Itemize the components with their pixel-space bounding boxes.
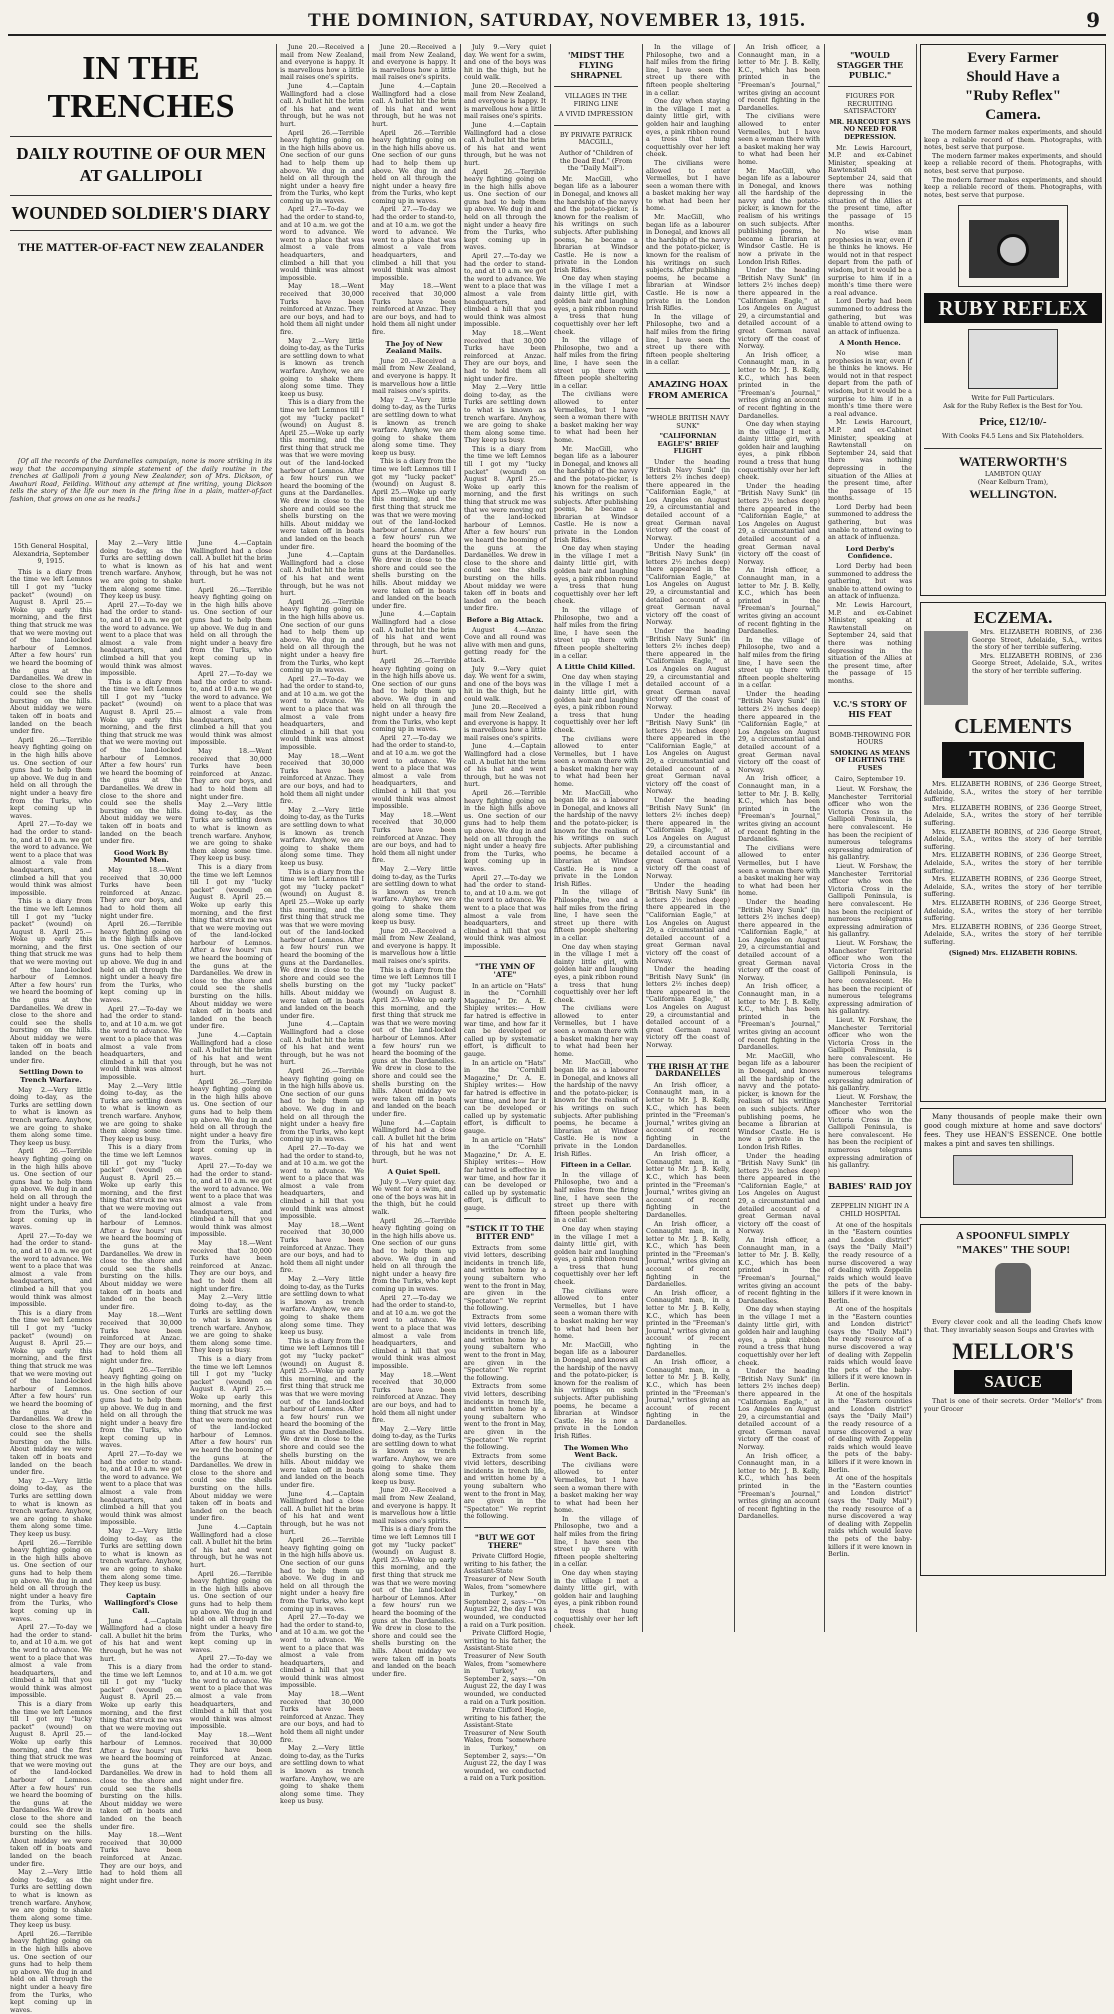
- article-paragraph: Mr. Lewis Harcourt, M.P. and ex-Cabinet Minister, speaking at Rawtenstall on September 24, said that there was nothing depressing in the situation of the Allies at the present time, after the passage of 15 months.: [828, 601, 912, 685]
- article-paragraph: One day when staying in the village I met a dainty little girl, with golden hair and laughing eyes, a pink ribbon round a tress that hung coquettishly over her left cheek.: [554, 1224, 638, 1287]
- ad-text: SAUCE: [954, 1370, 1072, 1394]
- article-paragraph: Lieut. W. Forshaw, the Manchester Territorial officer who won the Victoria Cross in the Gallipoli Peninsula, is here convalescent. He has been the recipient of numerous telegrams expressing admiration of his gallantry.: [828, 1092, 912, 1170]
- article-paragraph: One day when staying in the village I met a dainty little girl, with golden hair and laughing eyes, a pink ribbon round a tress that hung coquettishly over her left cheek.: [554, 544, 638, 606]
- vc-dateline: Cairo, September 19.: [834, 774, 906, 783]
- article-paragraph: April 27.—To-day we had the order to stand-to, and at 10 a.m. we got the word to advance. We went to a place that was almost a vale from headquarters, and climbed a hill that you would think was almost impossible.: [100, 1450, 182, 1527]
- article-paragraph: Lieut. W. Forshaw, the Manchester Territorial officer who won the Victoria Cross in the Gallipoli Peninsula, is here convalescent. He has been the recipient of numerous telegrams expressing admiration of his gallantry.: [828, 1015, 912, 1093]
- article-paragraph: In an article on "Hats" in the "Cornhill Magazine," Dr. A. E. Shipley writes:— How far hatred is effective in war time, and how far it can be developed or called up by systematic effort, is difficult to gauge.: [464, 1058, 546, 1135]
- article-paragraph: April 27.—To-day we had the order to stand-to, and at 10 a.m. we got the word to advance. We went to a place that was almost a vale from headquarters, and climbed a hill that you would think was almost impossible.: [10, 1231, 92, 1309]
- article-paragraph: Mrs. ELIZABETH ROBINS, of 236 George Street, Adelaide, S.A., writes the story of her terrible suffering.: [924, 780, 1102, 804]
- article-paragraph: In the village of Philosophe, two and a half miles from the firing line, I have seen the street up there with fifteen people sheltering in a cellar.: [554, 606, 638, 660]
- article-paragraph: In the village of Philosophe, two and a half miles from the firing line, I have seen the street up there with fifteen people sheltering in a cellar.: [554, 1170, 638, 1225]
- article-paragraph: This is a diary from the time we left Lemnos till I got my "lucky packet" (wound) on August 8. April 25.—Woke up early this morning, and the first thing that struck me was that we were moving out of the land-locked harbour of Lemnos. After a few hours' run we heard the booming of the guns at the Dardanelles. We drew in close to the shore and could see the shells bursting on the hills. About midday we were taken off in boats and landed on the beach under fire.: [280, 1336, 364, 1490]
- article-paragraph: The civilians were allowed to enter Vermelles, but I have seen a woman there with a basket making her way to what had been her home.: [554, 390, 638, 444]
- ad-text: Ask for the Ruby Reflex is the Best for You.: [943, 401, 1083, 410]
- newspaper-title: THE DOMINION, SATURDAY, NOVEMBER 13, 1915.: [308, 10, 806, 31]
- article-paragraph: April 27.—To-day we had the order to stand-to, and at 10 a.m. we got the word to advance. We went to a place that was almost a vale from headquarters, and climbed a hill that you would think was almost impossible.: [280, 205, 364, 282]
- ruby-reflex-ad: [920, 44, 1106, 596]
- trenches-subhead-6: Before a Big Attack.: [466, 615, 544, 624]
- article-paragraph: May 2.—Very little doing to-day, as the Turks are settling down to what is known as trench warfare. Anyhow, we are going to shake them along some time. They keep us busy.: [10, 1476, 92, 1538]
- article-paragraph: An Irish officer, a Connaught man, in a letter to Mr. J. B. Kelly, K.C., which has been printed in the "Freeman's Journal," writes giving an account of recent fighting in the Dardanelles.: [738, 982, 820, 1052]
- article-paragraph: Extracts from some vivid letters, describing incidents in trench life, and written home by a young subaltern who went to the front in May, are given in the "Spectator." We reprint the following.: [464, 1313, 546, 1382]
- article-paragraph: April 27.—To-day we had the order to stand-to, and at 10 a.m. we got the word to advance. We went to a place that was almost a vale from headquarters, and climbed a hill that you would think was almost impossible.: [372, 205, 456, 282]
- raid-deck: ZEPPELIN NIGHT IN A CHILD HOSPITAL: [831, 1202, 909, 1218]
- mcgill-credit: Author of "Children of the Dead End." (From the "Daily Mail").: [559, 148, 633, 173]
- article-paragraph: May 2.—Very little doing to-day, as the Turks are settling down to what is known as trench warfare. Anyhow, we are going to shake them along some time. They keep us busy.: [280, 1275, 364, 1337]
- article-paragraph: Every clever cook and all the leading Chefs know that. They invariably season Soups and Gravies with: [924, 1318, 1102, 1334]
- article-paragraph: Lieut. W. Forshaw, the Manchester Territorial officer who won the Victoria Cross in the Gallipoli Peninsula, is here convalescent. He has been the recipient of numerous telegrams expressing admiration of his gallantry.: [828, 938, 912, 1016]
- article-paragraph: Under the heading "British Navy Sunk" (in letters 2½ inches deep) there appeared in the "Californian Eagle," at Los Angeles on August 29, a circumstantial and detailed account of a great German naval victory off the coast of Norway.: [738, 1151, 820, 1236]
- ad-text: (Signed) Mrs. ELIZABETH ROBINS.: [948, 949, 1078, 958]
- article-paragraph: Under the heading "British Navy Sunk" (in letters 2½ inches deep) there appeared in the "Californian Eagle," at Los Angeles on August 29, a circumstantial and detailed account of a great German naval victory off the coast of Norway.: [646, 626, 730, 711]
- column-9: [738, 44, 820, 1632]
- article-paragraph: Under the heading "British Navy Sunk" (in letters 2½ inches deep) there appeared in the "Californian Eagle," at Los Angeles on August 29, a circumstantial and detailed account of a great German naval victory off the coast of Norway.: [738, 689, 820, 774]
- article-paragraph: The civilians were allowed to enter Vermelles, but I have seen a woman there with a basket making her way to what had been her home.: [738, 843, 820, 898]
- article-paragraph: An Irish officer, a Connaught man, in a letter to Mr. J. B. Kelly, K.C., which has been printed in the "Freeman's Journal," writes giving an account of recent fighting in the Dardanelles.: [646, 1080, 730, 1150]
- trenches-col-2: [100, 539, 182, 1885]
- article-paragraph: One day when staying in the village I met a dainty little girl, with golden hair and laughing eyes, a pink ribbon round a tress that hung coquettishly over her left cheek.: [646, 97, 730, 159]
- article-paragraph: June 4.—Captain Wallingford had a close call. A bullet hit the brim of his hat and went through, but he was not hurt.: [464, 120, 546, 167]
- article-paragraph: No wise man prophesies in war, even if he thinks he knows. He would not in that respect depart from the path of wisdom, but it would be a surprise to him if in a month's time there were a real advance.: [828, 228, 912, 297]
- article-paragraph: Mrs. ELIZABETH ROBINS, of 236 George Street, Adelaide, S.A., writes the story of her terrible suffering.: [924, 803, 1102, 827]
- article-paragraph: Lord Derby had been summoned to address the gathering, but was unable to attend owing to an attack of influenza.: [828, 562, 912, 601]
- article-paragraph: April 27.—To-day we had the order to stand-to, and at 10 a.m. we got the word to advance. We went to a place that was almost a vale from headquarters, and climbed a hill that you would think was almost impossible.: [280, 674, 364, 752]
- article-paragraph: April 26.—Terrible heavy fighting going on in the high hills above us. One section of our guns had to help them up above. We dug in and held on all through the night under a heavy fire from the Turks, who kept coming up in waves.: [190, 1569, 272, 1654]
- trenches-subhead-4: The Joy of New Zealand Mails.: [385, 339, 443, 356]
- article-paragraph: August 4.—Anzac Cove and all round was alive with men and guns, getting ready for the attack.: [464, 625, 546, 664]
- trenches-dateline: 15th General Hospital, Alexandria, September 9, 1915.: [13, 542, 89, 566]
- trenches-header: [10, 44, 272, 450]
- ruby-reflex-logo: RUBY REFLEX: [924, 293, 1102, 323]
- article-paragraph: April 27.—To-day we had the order to stand-to, and at 10 a.m. we got the word to advance. We went to a place that was almost a vale from headquarters, and climbed a hill that you would think was almost impossible.: [190, 670, 272, 747]
- article-paragraph: This is a diary from the time we left Lemnos till I got my "lucky packet" (wound) on August 8. April 25.—Woke up early this morning, and the first thing that struck me was that we were moving out of the land-locked harbour of Lemnos. After a few hours' run we heard the booming of the guns at the Dardanelles. We drew in close to the shore and could see the shells bursting on the hills. About midday we were taken off in boats and landed on the beach under fire.: [10, 1308, 92, 1477]
- article-paragraph: June 4.—Captain Wallingford had a close call. A bullet hit the brim of his hat and went through, but he was not hurt.: [280, 551, 364, 598]
- article-paragraph: June 4.—Captain Wallingford had a close call. A bullet hit the brim of his hat and went through, but he was not hurt.: [190, 1031, 272, 1077]
- article-paragraph: April 27.—To-day we had the order to stand-to, and at 10 a.m. we got the word to advance. We went to a place that was almost a vale from headquarters, and climbed a hill that you would think was almost impossible.: [464, 252, 546, 329]
- trenches-deck3: THE MATTER-OF-FACT NEW ZEALANDER: [17, 240, 265, 254]
- article-paragraph: Mr. MacGill, who began life as a labourer in Donegal, and knows all the hardship of the navvy and the potato-picker, is known for the realism of his writings on such subjects. After publishing poems, he became a librarian at Windsor Castle. He is now a private in the London Irish Rifles.: [554, 788, 638, 888]
- article-paragraph: June 4.—Captain Wallingford had a close call. A bullet hit the brim of his hat and went through, but he was not hurt.: [372, 81, 456, 128]
- article-paragraph: In the village of Philosophe, two and a half miles from the firing line, I have seen the street up there with fifteen people sheltering in a cellar.: [646, 312, 730, 367]
- trenches-subhead-3: Captain Wallingford's Close Call.: [104, 1591, 178, 1615]
- masthead: [8, 6, 1106, 36]
- article-paragraph: April 27.—To-day we had the order to stand-to, and at 10 a.m. we got the word to advance. We went to a place that was almost a vale from headquarters, and climbed a hill that you would think was almost impossible.: [190, 1162, 272, 1239]
- article-paragraph: This is a diary from the time we left Lemnos till I got my "lucky packet" (wound) on August 8. April 25.—Woke up early this morning, and the first thing that struck me was that we were moving out of the land-locked harbour of Lemnos. After a few hours' run we heard the booming of the guns at the Dardanelles. We drew in close to the shore and could see the shells bursting on the hills. About midday we were taken off in boats and landed on the beach under fire.: [10, 897, 92, 1065]
- article-paragraph: This is a diary from the time we left Lemnos till I got my "lucky packet" (wound) on August 8. April 25.—Woke up early this morning, and the first thing that struck me was that we were moving out of the land-locked harbour of Lemnos. After a few hours' run we heard the booming of the guns at the Dardanelles. We drew in close to the shore and could see the shells bursting on the hills. About midday we were taken off in boats and landed on the beach under fire.: [464, 444, 546, 613]
- article-paragraph: The civilians were allowed to enter Vermelles, but I have seen a woman there with a basket making her way to what had been her home.: [554, 1004, 638, 1058]
- article-paragraph: June 4.—Captain Wallingford had a close call. A bullet hit the brim of his hat and went through, but he was not hurt.: [190, 1523, 272, 1569]
- ad-text: MELLOR'S: [952, 1339, 1074, 1365]
- article-paragraph: One day when staying in the village I met a dainty little girl, with golden hair and laughing eyes, a pink ribbon round a tress that hung coquettishly over her left cheek.: [738, 420, 820, 482]
- column-10: [828, 44, 912, 1632]
- article-paragraph: Private Clifford Hogie, writing to his father, the Assistant-State Treasurer of New South Wales, from "somewhere in Turkey," on September 2, says:—"On August 22, the day I was wounded, we conducted a raid on a Turk position.: [464, 1706, 546, 1783]
- article-paragraph: One day when staying in the village I met a dainty little girl, with golden hair and laughing eyes, a pink ribbon round a tress that hung coquettishly over her left cheek.: [554, 672, 638, 734]
- ad-text: LAMBTON QUAY: [984, 470, 1042, 479]
- article-paragraph: Mr. Lewis Harcourt, M.P. and ex-Cabinet Minister, speaking at Rawtenstall on September 24, said that there was nothing depressing in the situation of the Allies at the present time, after the passage of 15 months.: [828, 143, 912, 228]
- article-paragraph: An Irish officer, a Connaught man, in a letter to Mr. J. B. Kelly, K.C., which has been printed in the "Freeman's Journal," writes giving an account of recent fighting in the Dardanelles.: [738, 774, 820, 844]
- article-paragraph: June 20.—Received a mail from New Zealand, and everyone is happy. It is marvellous how a little mail raises one's spirits.: [372, 926, 456, 966]
- article-paragraph: Mrs. ELIZABETH ROBINS, of 236 George Street, Adelaide, S.A., writes the story of her terrible suffering.: [924, 851, 1102, 875]
- article-paragraph: An Irish officer, a Connaught man, in a letter to Mr. J. B. Kelly, K.C., which has been printed in the "Freeman's Journal," writes giving an account of recent fighting in the Dardanelles.: [738, 350, 820, 420]
- article-paragraph: Under the heading "British Navy Sunk" (in letters 2½ inches deep) there appeared in the "Californian Eagle," at Los Angeles on August 29, a circumstantial and detailed account of a great German naval victory off the coast of Norway.: [646, 457, 730, 542]
- article-paragraph: Lord Derby had been summoned to address the gathering, but was unable to attend owing to an attack of influenza.: [828, 502, 912, 542]
- article-paragraph: April 27.—To-day we had the order to stand-to, and at 10 a.m. we got the word to advance. We went to a place that was almost a vale from headquarters, and climbed a hill that you would think was almost impossible.: [280, 1143, 364, 1221]
- article-paragraph: Lieut. W. Forshaw, the Manchester Territorial officer who won the Victoria Cross in the Gallipoli Peninsula, is here convalescent. He has been the recipient of numerous telegrams expressing admiration of his gallantry.: [828, 785, 912, 862]
- article-paragraph: This is a diary from the time we left Lemnos till I got my "lucky packet" (wound) on August 8. April 25.—Woke up early this morning, and the first thing that struck me was that we were moving out of the land-locked harbour of Lemnos. After a few hours' run we heard the booming of the guns at the Dardanelles. We drew in close to the shore and could see the shells bursting on the hills. About midday we were taken off in boats and landed on the beach under fire.: [280, 867, 364, 1020]
- article-paragraph: Private Clifford Hogie, writing to his father, the Assistant-State Treasurer of New South Wales, from "somewhere in Turkey," on September 2, says:—"On August 22, the day I was wounded, we conducted a raid on a Turk position.: [464, 1552, 546, 1629]
- article-paragraph: April 26.—Terrible heavy fighting going on in the high hills above us. One section of our guns had to help them up above. We dug in and held on all through the night under a heavy fire from the Turks, who kept coming up in waves.: [372, 1216, 456, 1293]
- article-paragraph: April 26.—Terrible heavy fighting going on in the high hills above us. One section of our guns had to help them up above. We dug in and held on all through the night under a heavy fire from the Turks, who kept coming up in waves.: [10, 735, 92, 820]
- article-paragraph: July 9.—Very quiet day. We went for a swim, and one of the boys was hit in the thigh, but he could walk.: [372, 1177, 456, 1217]
- article-paragraph: An Irish officer, a Connaught man, in a letter to Mr. J. B. Kelly, K.C., which has been printed in the "Freeman's Journal," writes giving an account of recent fighting in the Dardanelles.: [738, 1236, 820, 1305]
- ad-text: A SPOONFUL SIMPLY: [956, 1230, 1070, 1242]
- article-paragraph: June 20.—Received a mail from New Zealand, and everyone is happy. It is marvellous how a little mail raises one's spirits.: [372, 43, 456, 82]
- article-paragraph: This is a diary from the time we left Lemnos till I got my "lucky packet" (wound) on August 8. April 25.—Woke up early this morning, and the first thing that struck me was that we were moving out of the land-locked harbour of Lemnos. After a few hours' run we heard the booming of the guns at the Dardanelles. We drew in close to the shore and could see the shells bursting on the hills. About midday we were taken off in boats and landed on the beach under fire.: [100, 1143, 182, 1311]
- article-paragraph: This is a diary from the time we left Lemnos till I got my "lucky packet" (wound) on August 8. April 25.—Woke up early this morning, and the first thing that struck me was that we were moving out of the land-locked harbour of Lemnos. After a few hours' run we heard the booming of the guns at the Dardanelles. We drew in close to the shore and could see the shells bursting on the hills. About midday we were taken off in boats and landed on the beach under fire.: [100, 1663, 182, 1831]
- article-paragraph: April 26.—Terrible heavy fighting going on in the high hills above us. One section of our guns had to help them up above. We dug in and held on all through the night under a heavy fire from the Turks, who kept coming up in waves.: [372, 656, 456, 734]
- article-paragraph: One day when staying in the village I met a dainty little girl, with golden hair and laughing eyes, a pink ribbon round a tress that hung coquettishly over her left cheek.: [554, 942, 638, 1004]
- article-paragraph: April 26.—Terrible heavy fighting going on in the high hills above us. One section of our guns had to help them up above. We dug in and held on all through the night under a heavy fire from the Turks, who kept coming up in waves.: [280, 1536, 364, 1613]
- article-paragraph: May 2.—Very little doing to-day, as the Turks are settling down to what is known as trench warfare. Anyhow, we are going to shake them along some time. They keep us busy.: [280, 1744, 364, 1806]
- article-paragraph: The modern farmer makes experiments, and should keep a reliable record of them. Photographs, with notes, best serve that purpose.: [924, 128, 1102, 152]
- article-paragraph: The modern farmer makes experiments, and should keep a reliable record of them. Photographs, with notes, best serve that purpose.: [924, 151, 1102, 175]
- irish-headline: THE IRISH AT THE DARDANELLES: [647, 1061, 729, 1079]
- article-paragraph: May 18.—Went received that 30,000 Turks have been reinforced at Anzac. They are our boys, and had to hold them all night under fire.: [190, 747, 272, 801]
- article-paragraph: April 27.—To-day we had the order to stand-to, and at 10 a.m. we got the word to advance. We went to a place that was almost a vale from headquarters, and climbed a hill that you would think was almost impossible.: [100, 600, 182, 678]
- article-paragraph: Mr. MacGill, who began life as a labourer in Donegal, and knows all the hardship of the navvy and the potato-picker, is known for the realism of his writings on such subjects. After publishing poems, he became a librarian at Windsor Castle. He is now a private in the London Irish Rifles.: [738, 1051, 820, 1151]
- article-paragraph: An Irish officer, a Connaught man, in a letter to Mr. J. B. Kelly, K.C., which has been printed in the "Freeman's Journal," writes giving an account of recent fighting in the Dardanelles.: [646, 1358, 730, 1427]
- article-paragraph: Under the heading "British Navy Sunk" (in letters 2½ inches deep) there appeared in the "Californian Eagle," at Los Angeles on August 29, a circumstantial and detailed account of a great German naval victory off the coast of Norway.: [738, 1367, 820, 1452]
- article-paragraph: At one of the hospitals in the "Eastern counties and London district" (says the "Daily Mail") the ready resource of a nurse discovered a way of dealing with Zeppelin raids which would leave the pets of the baby-killers if it were known in Berlin.: [828, 1389, 912, 1474]
- ad-text: "MAKES" THE SOUP!: [955, 1244, 1071, 1256]
- article-paragraph: April 27.—To-day we had the order to stand-to, and at 10 a.m. we got the word to advance. We went to a place that was almost a vale from headquarters, and climbed a hill that you would think was almost impossible.: [190, 1654, 272, 1731]
- article-paragraph: April 27.—To-day we had the order to stand-to, and at 10 a.m. we got the word to advance. We went to a place that was almost a vale from headquarters, and climbed a hill that you would think was almost impossible.: [280, 1613, 364, 1690]
- article-paragraph: June 20.—Received a mail from New Zealand, and everyone is happy. It is marvellous how a little mail raises one's spirits.: [372, 1486, 456, 1525]
- article-paragraph: One day when staying in the village I met a dainty little girl, with golden hair and laughing eyes, a pink ribbon round a tress that hung coquettishly over her left cheek.: [554, 1569, 638, 1631]
- article-paragraph: June 4.—Captain Wallingford had a close call. A bullet hit the brim of his hat and went through, but he was not hurt.: [190, 539, 272, 585]
- article-paragraph: April 26.—Terrible heavy fighting going on in the high hills above us. One section of our guns had to help them up above. We dug in and held on all through the night under a heavy fire from the Turks, who kept coming up in waves.: [464, 789, 546, 873]
- vc-deck: BOMB-THROWING FOR HOURS: [829, 730, 911, 747]
- mcgill-column: [554, 44, 638, 1632]
- article-paragraph: Extracts from some vivid letters, describing incidents in trench life, and written home by a young subaltern who went to the front in May, are given in the "Spectator." We reprint the following.: [464, 1382, 546, 1452]
- ad-text: "Ruby Reflex": [964, 88, 1062, 104]
- article-paragraph: This is a diary from the time we left Lemnos till I got my "lucky packet" (wound) on August 8. April 25.—Woke up early this morning, and the first thing that struck me was that we were moving out of the land-locked harbour of Lemnos. After a few hours' run we heard the booming of the guns at the Dardanelles. We drew in close to the shore and could see the shells bursting on the hills. About midday we were taken off in boats and landed on the beach under fire.: [372, 1525, 456, 1678]
- article-paragraph: Mr. MacGill, who began life as a labourer in Donegal, and knows all the hardship of the navvy and the potato-picker, is known for the realism of his writings on such subjects. After publishing poems, he became a librarian at Windsor Castle. He is now a private in the London Irish Rifles.: [738, 166, 820, 266]
- mcgill-headline: 'MIDST THE FLYING SHRAPNEL: [567, 50, 625, 80]
- article-paragraph: April 27.—To-day we had the order to stand-to, and at 10 a.m. we got the word to advance. We went to a place that was almost a vale from headquarters, and climbed a hill that you would think was almost impossible.: [372, 733, 456, 811]
- mcgill-byline: BY PRIVATE PATRICK MACGILL,: [559, 130, 633, 147]
- bitter-headline: "STICK IT TO THE BITTER END": [465, 1224, 545, 1242]
- article-paragraph: Under the heading "British Navy Sunk" (in letters 2½ inches deep) there appeared in the "Californian Eagle," at Los Angeles on August 29, a circumstantial and detailed account of a great German naval victory off the coast of Norway.: [646, 542, 730, 627]
- trenches-subhead-2: Good Work By Mounted Men.: [113, 848, 169, 865]
- trenches-col-4: [280, 43, 364, 1806]
- stagger-deck: FIGURES FOR RECRUITING SATISFACTORY: [843, 92, 897, 116]
- article-paragraph: June 4.—Captain Wallingford had a close call. A bullet hit the brim of his hat and went through, but he was not hurt.: [280, 1489, 364, 1536]
- article-paragraph: In the village of Philosophe, two and a half miles from the firing line, I have seen the street up there with fifteen people sheltering in a cellar.: [554, 336, 638, 390]
- article-paragraph: Mr. MacGill, who began life as a labourer in Donegal, and knows all the hardship of the navvy and the potato-picker, is known for the realism of his writings on such subjects. After publishing poems, he became a librarian at Windsor Castle. He is now a private in the London Irish Rifles.: [554, 444, 638, 544]
- ad-text: WATERWORTH'S: [924, 448, 1102, 471]
- article-paragraph: May 2.—Very little doing to-day, as the Turks are settling down to what is known as trench warfare. Anyhow, we are going to shake them along some time. They keep us busy.: [372, 1424, 456, 1486]
- article-paragraph: July 9.—Very quiet day. We went for a swim, and one of the boys was hit in the thigh, but he could walk.: [464, 43, 546, 82]
- article-paragraph: May 2.—Very little doing to-day, as the Turks are settling down to what is known as trench warfare. Anyhow, we are going to shake them along some time. They keep us busy.: [372, 864, 456, 927]
- article-paragraph: This is a diary from the time we left Lemnos till I got my "lucky packet" (wound) on August 8. April 25.—Woke up early this morning, and the first thing that struck me was that we were moving out of the land-locked harbour of Lemnos. After a few hours' run we heard the booming of the guns at the Dardanelles. We drew in close to the shore and could see the shells bursting on the hills. About midday we were taken off in boats and landed on the beach under fire.: [190, 1354, 272, 1523]
- trenches-deck1: DAILY ROUTINE OF OUR MEN AT GALLIPOLI: [16, 144, 266, 185]
- ad-text: Every Farmer: [967, 50, 1059, 66]
- article-paragraph: In the village of Philosophe, two and a half miles from the firing line, I have seen the street up there with fifteen people sheltering in a cellar.: [554, 888, 638, 942]
- ad-text: Camera.: [985, 107, 1041, 123]
- article-paragraph: May 2.—Very little doing to-day, as the Turks are settling down to what is known as trench warfare. Anyhow, we are going to shake them along some time. They keep us busy.: [100, 1081, 182, 1143]
- page-number: 9: [1086, 8, 1100, 32]
- article-paragraph: At one of the hospitals in the "Eastern counties and London district" (says the "Daily Mail") the ready resource of a nurse discovered a way of dealing with Zeppelin raids which would leave the pets of the baby-killers if it were known in Berlin.: [828, 1305, 912, 1390]
- article-paragraph: June 20.—Received a mail from New Zealand, and everyone is happy. It is marvellous how a little mail raises one's spirits.: [464, 81, 546, 121]
- article-paragraph: This is a diary from the time we left Lemnos till I got my "lucky packet" (wound) on August 8. April 25.—Woke up early this morning, and the first thing that struck me was that we were moving out of the land-locked harbour of Lemnos. After a few hours' run we heard the booming of the guns at the Dardanelles. We drew in close to the shore and could see the shells bursting on the hills. About midday we were taken off in boats and landed on the beach under fire.: [10, 1700, 92, 1868]
- article-paragraph: May 2.—Very little doing to-day, as the Turks are settling down to what is known as trench warfare. Anyhow, we are going to shake them along some time. They keep us busy.: [10, 1868, 92, 1930]
- article-paragraph: April 27.—To-day we had the order to stand-to, and at 10 a.m. we got the word to advance. We went to a place that was almost a vale from headquarters, and climbed a hill that you would think was almost impossible.: [100, 1004, 182, 1081]
- article-paragraph: May 2.—Very little doing to-day, as the Turks are settling down to what is known as trench warfare. Anyhow, we are going to shake them along some time. They keep us busy.: [372, 395, 456, 457]
- ad-text: With Cooks F4.5 Lens and Six Plateholders.: [942, 431, 1084, 440]
- article-paragraph: Mr. MacGill, who began life as a labourer in Donegal, and knows all the hardship of the navvy and the potato-picker, is known for the realism of his writings on such subjects. After publishing poems, he became a librarian at Windsor Castle. He is now a private in the London Irish Rifles.: [554, 1058, 638, 1158]
- article-paragraph: An Irish officer, a Connaught man, in a letter to Mr. J. B. Kelly, K.C., which has been printed in the "Freeman's Journal," writes giving an account of recent fighting in the Dardanelles.: [646, 1219, 730, 1289]
- gotthere-headline: "BUT WE GOT THERE": [474, 1533, 536, 1550]
- article-paragraph: Mrs. ELIZABETH ROBINS, of 236 George Street, Adelaide, S.A., writes the story of her terrible suffering.: [924, 922, 1102, 946]
- stagger-subhead-1: A Month Hence.: [839, 339, 901, 348]
- article-paragraph: April 27.—To-day we had the order to stand-to, and at 10 a.m. we got the word to advance. We went to a place that was almost a vale from headquarters, and climbed a hill that you would think was almost impossible.: [464, 873, 546, 950]
- article-paragraph: Under the heading "British Navy Sunk" (in letters 2½ inches deep) there appeared in the "Californian Eagle," at Los Angeles on August 29, a circumstantial and detailed account of a great German naval victory off the coast of Norway.: [738, 266, 820, 351]
- hoax-deck: "WHOLE BRITISH NAVY SUNK": [646, 413, 730, 430]
- article-paragraph: In an article on "Hats" in the "Cornhill Magazine," Dr. A. E. Shipley writes:— How far hatred is effective in war time, and how far it can be developed or called up by systematic effort, is difficult to gauge.: [464, 1135, 546, 1212]
- article-paragraph: June 4.—Captain Wallingford had a close call. A bullet hit the brim of his hat and went through, but he was not hurt.: [280, 1020, 364, 1067]
- ad-text: (Near Kelburn Tram),: [977, 477, 1049, 486]
- article-paragraph: April 26.—Terrible heavy fighting going on in the high hills above us. One section of our guns had to help them up above. We dug in and held on all through the night under a heavy fire from the Turks, who kept coming up in waves.: [10, 1538, 92, 1623]
- article-paragraph: This is a diary from the time we left Lemnos till I got my "lucky packet" (wound) on August 8. April 25.—Woke up early this morning, and the first thing that struck me was that we were moving out of the land-locked harbour of Lemnos. After a few hours' run we heard the booming of the guns at the Dardanelles. We drew in close to the shore and could see the shells bursting on the hills. About midday we were taken off in boats and landed on the beach under fire.: [10, 567, 92, 736]
- article-paragraph: April 26.—Terrible heavy fighting going on in the high hills above us. One section of our guns had to help them up above. We dug in and held on all through the night under a heavy fire from the Turks, who kept coming up in waves.: [280, 1066, 364, 1144]
- article-paragraph: April 26.—Terrible heavy fighting going on in the high hills above us. One section of our guns had to help them up above. We dug in and held on all through the night under a heavy fire from the Turks, who kept coming up in waves.: [10, 1929, 92, 2014]
- article-paragraph: May 18.—Went received that 30,000 Turks have been reinforced at Anzac. They are our boys, and had to hold them all night under fire.: [280, 1220, 364, 1275]
- article-paragraph: One day when staying in the village I met a dainty little girl, with golden hair and laughing eyes, a pink ribbon round a tress that hung coquettishly over her left cheek.: [554, 274, 638, 336]
- mellors-sauce-ad: [920, 1224, 1106, 1576]
- article-paragraph: May 18.—Went received that 30,000 Turks have been reinforced at Anzac. They are our boys, and had to hold them all night under fire.: [372, 282, 456, 336]
- article-paragraph: In the village of Philosophe, two and a half miles from the firing line, I have seen the street up there with fifteen people sheltering in a cellar.: [738, 635, 820, 690]
- article-paragraph: An Irish officer, a Connaught man, in a letter to Mr. J. B. Kelly, K.C., which has been printed in the "Freeman's Journal," writes giving an account of recent fighting in the Dardanelles.: [646, 1150, 730, 1219]
- article-paragraph: May 2.—Very little doing to-day, as the Turks are settling down to what is known as trench warfare. Anyhow, we are going to shake them along some time. They keep us busy.: [190, 801, 272, 863]
- article-paragraph: April 27.—To-day we had the order to stand-to, and at 10 a.m. we got the word to advance. We went to a place that was almost a vale from headquarters, and climbed a hill that you would think was almost impossible.: [372, 1293, 456, 1370]
- article-paragraph: May 2.—Very little doing to-day, as the Turks are settling down to what is known as trench warfare. Anyhow, we are going to shake them along some time. They keep us busy.: [190, 1293, 272, 1355]
- trenches-intro: [10, 458, 272, 530]
- article-paragraph: May 18.—Went received that 30,000 Turks have been reinforced at Anzac. They are our boys, and had to hold them all night under fire.: [280, 282, 364, 336]
- stagger-deck2: MR. HARCOURT SAYS NO NEED FOR DEPRESSION.: [829, 117, 911, 141]
- article-paragraph: Mrs. ELIZABETH ROBINS, of 236 George Street, Adelaide, S.A., writes the story of her terrible suffering.: [924, 875, 1102, 899]
- article-paragraph: June 4.—Captain Wallingford had a close call. A bullet hit the brim of his hat and went through, but he was not hurt.: [464, 742, 546, 789]
- article-paragraph: The civilians were allowed to enter Vermelles, but I have seen a woman there with a basket making her way to what had been her home.: [554, 734, 638, 789]
- article-paragraph: One day when staying in the village I met a dainty little girl, with golden hair and laughing eyes, a pink ribbon round a tress that hung coquettishly over her left cheek.: [738, 1305, 820, 1367]
- raid-headline: BABIES' RAID JOY: [828, 1180, 912, 1191]
- article-paragraph: [Of all the records of the Dardanelles campaign, none is more striking in its way that the accompanying simple statement of the daily routine in the trenches at Gallipoli from a young New Zealander, son of Mrs. Dickson, of Awahuri Road, Feilding. Without any attempt at fine writing, young Dickson tells the story of the life our men in the firing line in a plain, matter-of-fact fashion, that grows on one as he reads.]: [10, 457, 272, 503]
- article-paragraph: May 18.—Went received that 30,000 Turks have been reinforced at Anzac. They are our boys, and had to hold them all night under fire.: [372, 810, 456, 865]
- article-paragraph: Under the heading "British Navy Sunk" (in letters 2½ inches deep) there appeared in the "Californian Eagle," at Los Angeles on August 29, a circumstantial and detailed account of a great German naval victory off the coast of Norway.: [738, 897, 820, 982]
- article-paragraph: Extracts from some vivid letters, describing incidents in trench life, and written home by a young subaltern who went to the front in May, are given in the "Spectator." We reprint the following.: [464, 1243, 546, 1313]
- article-paragraph: June 20.—Received a mail from New Zealand, and everyone is happy. It is marvellous how a little mail raises one's spirits.: [464, 703, 546, 742]
- article-paragraph: April 26.—Terrible heavy fighting going on in the high hills above us. One section of our guns had to help them up above. We dug in and held on all through the night under a heavy fire from the Turks, who kept coming up in waves.: [190, 585, 272, 670]
- article-paragraph: June 4.—Captain Wallingford had a close call. A bullet hit the brim of his hat and went through, but he was not hurt.: [372, 610, 456, 657]
- mcgill-subhead-2: Fifteen in a Cellar.: [560, 1161, 632, 1170]
- article-paragraph: This is a diary from the time we left Lemnos till I got my "lucky packet" (wound) on August 8. April 25.—Woke up early this morning, and the first thing that struck me was that we were moving out of the land-locked harbour of Lemnos. After a few hours' run we heard the booming of the guns at the Dardanelles. We drew in close to the shore and could see the shells bursting on the hills. About midday we were taken off in boats and landed on the beach under fire.: [280, 398, 364, 551]
- mcgill-subhead-3: The Women Who Went Back.: [563, 1443, 629, 1460]
- vc-deck2: SMOKING AS MEANS OF LIGHTING THE FUSES: [830, 748, 910, 772]
- stagger-subhead-2: Lord Derby's Confidence.: [845, 544, 895, 561]
- article-paragraph: Under the heading "British Navy Sunk" (in letters 2½ inches deep) there appeared in the "Californian Eagle," at Los Angeles on August 29, a circumstantial and detailed account of a great German naval victory off the coast of Norway.: [646, 880, 730, 965]
- clements-tonic-ad: [920, 602, 1106, 1102]
- article-paragraph: April 26.—Terrible heavy fighting going on in the high hills above us. One section of our guns had to help them up above. We dug in and held on all through the night under a heavy fire from the Turks, who kept coming up in waves.: [190, 1077, 272, 1162]
- article-paragraph: Many thousands of people make their own good cough mixture at home and save doctors' fees. They use HEAN'S ESSENCE. One bottle makes a pint and saves ten shillings.: [924, 1113, 1102, 1148]
- trenches-col-5: [372, 43, 456, 1678]
- article-paragraph: This is a diary from the time we left Lemnos till I got my "lucky packet" (wound) on August 8. April 25.—Woke up early this morning, and the first thing that struck me was that we were moving out of the land-locked harbour of Lemnos. After a few hours' run we heard the booming of the guns at the Dardanelles. We drew in close to the shore and could see the shells bursting on the hills. About midday we were taken off in boats and landed on the beach under fire.: [190, 862, 272, 1031]
- article-paragraph: April 26.—Terrible heavy fighting going on in the high hills above us. One section of our guns had to help them up above. We dug in and held on all through the night under a heavy fire from the Turks, who kept coming up in waves.: [280, 597, 364, 675]
- article-paragraph: Extracts from some vivid letters, describing incidents in trench life, and written home by a young subaltern who went to the front in May, are given in the "Spectator." We reprint the following.: [464, 1451, 546, 1521]
- article-paragraph: May 18.—Went received that 30,000 Turks have been reinforced at Anzac. They are our boys, and had to hold them all night under fire.: [464, 328, 546, 383]
- article-paragraph: April 27.—To-day we had the order to stand-to, and at 10 a.m. we got the word to advance. We went to a place that was almost a vale from headquarters, and climbed a hill that you would think was almost impossible.: [10, 820, 92, 897]
- trenches-subhead-5: A Quiet Spell.: [387, 1168, 441, 1177]
- trenches-col-1: [10, 540, 92, 2014]
- article-paragraph: The civilians were allowed to enter Vermelles, but I have seen a woman there with a basket making her way to what had been her home.: [738, 112, 820, 166]
- article-paragraph: April 26.—Terrible heavy fighting going on in the high hills above us. One section of our guns had to help them up above. We dug in and held on all through the night under a heavy fire from the Turks, who kept coming up in waves.: [100, 920, 182, 1005]
- hats-headline: "THE YMN OF 'ATE": [475, 962, 535, 980]
- column-8: [646, 44, 730, 1632]
- ad-text: WELLINGTON.: [969, 487, 1057, 502]
- article-paragraph: June 20.—Received a mail from New Zealand, and everyone is happy. It is marvellous how a little mail raises one's spirits.: [372, 356, 456, 396]
- ad-text: TONIC: [942, 742, 1084, 778]
- mcgill-deck2: A VIVID IMPRESSION: [558, 110, 634, 119]
- article-paragraph: May 18.—Went received that 30,000 Turks have been reinforced at Anzac. They are our boys, and had to hold them all night under fire.: [100, 1311, 182, 1365]
- hean-essence-ad: [920, 1108, 1106, 1218]
- article-paragraph: May 2.—Very little doing to-day, as the Turks are settling down to what is known as trench warfare. Anyhow, we are going to shake them along some time. They keep us busy.: [280, 336, 364, 398]
- article-paragraph: April 26.—Terrible heavy fighting going on in the high hills above us. One section of our guns had to help them up above. We dug in and held on all through the night under a heavy fire from the Turks, who kept coming up in waves.: [280, 128, 364, 205]
- ad-text: Write for Full Particulars.: [971, 394, 1055, 403]
- ad-text: Price, £12/10/-: [979, 415, 1047, 428]
- article-paragraph: May 2.—Very little doing to-day, as the Turks are settling down to what is known as trench warfare. Anyhow, we are going to shake them along some time. They keep us busy.: [100, 539, 182, 601]
- article-paragraph: June 4.—Captain Wallingford had a close call. A bullet hit the brim of his hat and went through, but he was not hurt.: [100, 1616, 182, 1663]
- article-paragraph: Mrs. ELIZABETH ROBINS, of 236 George Street, Adelaide, S.A., writes the story of her terrible suffering.: [924, 827, 1102, 851]
- article-paragraph: The modern farmer makes experiments, and should keep a reliable record of them. Photographs, with notes, best serve that purpose.: [924, 175, 1102, 199]
- article-paragraph: Mrs. ELIZABETH ROBINS, of 236 George Street, Adelaide, S.A., writes the story of her terrible suffering.: [924, 898, 1102, 923]
- article-paragraph: May 18.—Went received that 30,000 Turks have been reinforced at Anzac. They are our boys, and had to hold them all night under fire.: [100, 1831, 182, 1885]
- article-paragraph: April 27.—To-day we had the order to stand-to, and at 10 a.m. we got the word to advance. We went to a place that was almost a vale from headquarters, and climbed a hill that you would think was almost impossible.: [10, 1623, 92, 1700]
- trenches-col-3: [190, 539, 272, 1785]
- article-paragraph: April 26.—Terrible heavy fighting going on in the high hills above us. One section of our guns had to help them up above. We dug in and held on all through the night under a heavy fire from the Turks, who kept coming up in waves.: [10, 1147, 92, 1232]
- article-paragraph: May 18.—Went received that 30,000 Turks have been reinforced at Anzac. They are our boys, and had to hold them all night under fire.: [100, 865, 182, 920]
- article-paragraph: May 2.—Very little doing to-day, as the Turks are settling down to what is known as trench warfare. Anyhow, we are going to shake them along some time. They keep us busy.: [280, 805, 364, 867]
- article-paragraph: June 4.—Captain Wallingford had a close call. A bullet hit the brim of his hat and went through, but he was not hurt.: [280, 81, 364, 128]
- article-paragraph: At one of the hospitals in the "Eastern counties and London district" (says the "Daily Mail") the ready resource of a nurse discovered a way of dealing with Zeppelin raids which would leave the pets of the baby-killers if it were known in Berlin.: [828, 1474, 912, 1559]
- article-paragraph: Under the heading "British Navy Sunk" (in letters 2½ inches deep) there appeared in the "Californian Eagle," at Los Angeles on August 29, a circumstantial and detailed account of a great German naval victory off the coast of Norway.: [646, 796, 730, 880]
- article-paragraph: In the village of Philosophe, two and a half miles from the firing line, I have seen the street up there with fifteen people sheltering in a cellar.: [554, 1514, 638, 1569]
- article-paragraph: May 18.—Went received that 30,000 Turks have been reinforced at Anzac. They are our boys, and had to hold them all night under fire.: [372, 1370, 456, 1425]
- article-paragraph: Mr. MacGill, who began life as a labourer in Donegal, and knows all the hardship of the navvy and the potato-picker, is known for the realism of his writings on such subjects. After publishing poems, he became a librarian at Windsor Castle. He is now a private in the London Irish Rifles.: [554, 174, 638, 274]
- article-paragraph: June 4.—Captain Wallingford had a close call. A bullet hit the brim of his hat and went through, but he was not hurt.: [372, 1118, 456, 1165]
- article-paragraph: June 20.—Received a mail from New Zealand, and everyone is happy. It is marvellous how a little mail raises one's spirits.: [280, 43, 364, 82]
- ad-text: Should Have a: [966, 69, 1060, 85]
- article-paragraph: May 18.—Went received that 30,000 Turks have been reinforced at Anzac. They are our boys, and had to hold them all night under fire.: [190, 1731, 272, 1785]
- article-paragraph: The civilians were allowed to enter Vermelles, but I have seen a woman there with a basket making her way to what had been her home.: [554, 1460, 638, 1515]
- article-paragraph: May 18.—Went received that 30,000 Turks have been reinforced at Anzac. They are our boys, and had to hold them all night under fire.: [280, 751, 364, 806]
- article-paragraph: This is a diary from the time we left Lemnos till I got my "lucky packet" (wound) on August 8. April 25.—Woke up early this morning, and the first thing that struck me was that we were moving out of the land-locked harbour of Lemnos. After a few hours' run we heard the booming of the guns at the Dardanelles. We drew in close to the shore and could see the shells bursting on the hills. About midday we were taken off in boats and landed on the beach under fire.: [372, 965, 456, 1118]
- article-paragraph: The civilians were allowed to enter Vermelles, but I have seen a woman there with a basket making her way to what had been her home.: [554, 1286, 638, 1341]
- article-paragraph: At one of the hospitals in the "Eastern counties and London district" (says the "Daily Mail") the ready resource of a nurse discovered a way of dealing with Zeppelin raids which would leave the pets of the baby-killers if it were known in Berlin.: [828, 1220, 912, 1305]
- article-paragraph: Under the heading "British Navy Sunk" (in letters 2½ inches deep) there appeared in the "Californian Eagle," at Los Angeles on August 29, a circumstantial and detailed account of a great German naval victory off the coast of Norway.: [646, 711, 730, 796]
- article-paragraph: This is a diary from the time we left Lemnos till I got my "lucky packet" (wound) on August 8. April 25.—Woke up early this morning, and the first thing that struck me was that we were moving out of the land-locked harbour of Lemnos. After a few hours' run we heard the booming of the guns at the Dardanelles. We drew in close to the shore and could see the shells bursting on the hills. About midday we were taken off in boats and landed on the beach under fire.: [372, 457, 456, 610]
- article-paragraph: Under the heading "British Navy Sunk" (in letters 2½ inches deep) there appeared in the "Californian Eagle," at Los Angeles on August 29, a circumstantial and detailed account of a great German naval victory off the coast of Norway.: [646, 965, 730, 1050]
- article-paragraph: Mr. Lewis Harcourt, M.P. and ex-Cabinet Minister, speaking at Rawtenstall on September 24, said that there was nothing depressing in the situation of the Allies at the present time, after the passage of 15 months.: [828, 418, 912, 503]
- hoax-headline: AMAZING HOAX FROM AMERICA: [648, 379, 728, 401]
- article-paragraph: May 18.—Went received that 30,000 Turks have been reinforced at Anzac. They are our boys, and had to hold them all night under fire.: [190, 1239, 272, 1293]
- article-paragraph: This is a diary from the time we left Lemnos till I got my "lucky packet" (wound) on August 8. April 25.—Woke up early this morning, and the first thing that struck me was that we were moving out of the land-locked harbour of Lemnos. After a few hours' run we heard the booming of the guns at the Dardanelles. We drew in close to the shore and could see the shells bursting on the hills. About midday we were taken off in boats and landed on the beach under fire.: [100, 677, 182, 846]
- ad-text: ECZEMA.: [973, 608, 1053, 627]
- article-paragraph: May 18.—Went received that 30,000 Turks have been reinforced at Anzac. They are our boys, and had to hold them all night under fire.: [280, 1690, 364, 1744]
- article-paragraph: Mr. MacGill, who began life as a labourer in Donegal, and knows all the hardship of the navvy and the potato-picker, is known for the realism of his writings on such subjects. After publishing poems, he became a librarian at Windsor Castle. He is now a private in the London Irish Rifles.: [646, 213, 730, 313]
- article-paragraph: Lieut. W. Forshaw, the Manchester Territorial officer who won the Victoria Cross in the Gallipoli Peninsula, is here convalescent. He has been the recipient of numerous telegrams expressing admiration of his gallantry.: [828, 862, 912, 939]
- article-paragraph: Under the heading "British Navy Sunk" (in letters 2½ inches deep) there appeared in the "Californian Eagle," at Los Angeles on August 29, a circumstantial and detailed account of a great German naval victory off the coast of Norway.: [738, 481, 820, 566]
- article-paragraph: The civilians were allowed to enter Vermelles, but I have seen a woman there with a basket making her way to what had been her home.: [646, 158, 730, 213]
- trenches-deck2: WOUNDED SOLDIER'S DIARY: [11, 203, 271, 223]
- hoax-deck2: "CALIFORNIAN EAGLE'S" BRIEF FLIGHT: [657, 432, 719, 456]
- article-paragraph: Mr. MacGill, who began life as a labourer in Donegal, and knows all the hardship of the navvy and the potato-picker, is known for the realism of his writings on such subjects. After publishing poems, he became a librarian at Windsor Castle. He is now a private in the London Irish Rifles.: [554, 1340, 638, 1440]
- column-6: [464, 43, 546, 1783]
- article-paragraph: An Irish officer, a Connaught man, in a letter to Mr. J. B. Kelly, K.C., which has been printed in the "Freeman's Journal," writes giving an account of recent fighting in the Dardanelles.: [738, 566, 820, 636]
- trenches-subhead-1: Settling Down to Trench Warfare.: [19, 1068, 83, 1084]
- article-paragraph: May 2.—Very little doing to-day, as the Turks are settling down to what is known as trench warfare. Anyhow, we are going to shake them along some time. They keep us busy.: [10, 1085, 92, 1147]
- article-paragraph: May 2.—Very little doing to-day, as the Turks are settling down to what is known as trench warfare. Anyhow, we are going to shake them along some time. They keep us busy.: [100, 1527, 182, 1589]
- article-paragraph: Mrs. ELIZABETH ROBINS, of 236 George Street, Adelaide, S.A., writes the story of her terrible suffering.: [972, 628, 1102, 652]
- mcgill-subhead-1: A Little Child Killed.: [556, 663, 636, 672]
- article-paragraph: An Irish officer, a Connaught man, in a letter to Mr. J. B. Kelly, K.C., which has been printed in the "Freeman's Journal," writes giving an account of recent fighting in the Dardanelles.: [646, 1288, 730, 1358]
- article-paragraph: Lord Derby had been summoned to address the gathering, but was unable to attend owing to an attack of influenza.: [828, 297, 912, 336]
- article-paragraph: Private Clifford Hogie, writing to his father, the Assistant-State Treasurer of New South Wales, from "somewhere in Turkey," on September 2, says:—"On August 22, the day I was wounded, we conducted a raid on a Turk position.: [464, 1629, 546, 1706]
- article-paragraph: No wise man prophesies in war, even if he thinks he knows. He would not in that respect depart from the path of wisdom, but it would be a surprise to him if in a month's time there were a real advance.: [828, 349, 912, 418]
- article-paragraph: An Irish officer, a Connaught man, in a letter to Mr. J. B. Kelly, K.C., which has been printed in the "Freeman's Journal," writes giving an account of recent fighting in the Dardanelles.: [738, 1451, 820, 1521]
- ad-text: CLEMENTS: [954, 714, 1072, 738]
- article-paragraph: April 26.—Terrible heavy fighting going on in the high hills above us. One section of our guns had to help them up above. We dug in and held on all through the night under a heavy fire from the Turks, who kept coming up in waves.: [100, 1365, 182, 1450]
- article-paragraph: July 9.—Very quiet day. We went for a swim, and one of the boys was hit in the thigh, but he could walk.: [464, 664, 546, 703]
- ads-column: [920, 44, 1106, 1632]
- stagger-headline: "WOULD STAGGER THE PUBLIC.": [836, 50, 904, 80]
- mcgill-deck: VILLAGES IN THE FIRING LINE: [564, 92, 628, 108]
- article-paragraph: That is one of their secrets. Order "Mellor's" from your Grocer: [924, 1397, 1102, 1413]
- article-paragraph: Mrs. ELIZABETH ROBINS, of 236 George Street, Adelaide, S.A., writes the story of her terrible suffering.: [972, 651, 1102, 675]
- vc-headline: V.C.'S STORY OF HIS FEAT: [833, 698, 907, 719]
- camera-illustration: [958, 205, 1068, 287]
- article-paragraph: May 2.—Very little doing to-day, as the Turks are settling down to what is known as trench warfare. Anyhow, we are going to shake them along some time. They keep us busy.: [464, 383, 546, 445]
- article-paragraph: An Irish officer, a Connaught man, in a letter to Mr. J. B. Kelly, K.C., which has been printed in the "Freeman's Journal," writes giving an account of recent fighting in the Dardanelles.: [738, 43, 820, 112]
- article-paragraph: April 26.—Terrible heavy fighting going on in the high hills above us. One section of our guns had to help them up above. We dug in and held on all through the night under a heavy fire from the Turks, who kept coming up in waves.: [372, 128, 456, 205]
- portrait-illustration: [924, 631, 968, 705]
- trenches-headline: IN THE TRENCHES: [47, 50, 235, 125]
- article-paragraph: In the village of Philosophe, two and a half miles from the firing line, I have seen the street up there with fifteen people sheltering in a cellar.: [646, 43, 730, 97]
- article-paragraph: April 26.—Terrible heavy fighting going on in the high hills above us. One section of our guns had to help them up above. We dug in and held on all through the night under a heavy fire from the Turks, who kept coming up in waves.: [464, 167, 546, 252]
- article-paragraph: In an article on "Hats" in the "Cornhill Magazine," Dr. A. E. Shipley writes:— How far hatred is effective in war time, and how far it can be developed or called up by systematic effort, is difficult to gauge.: [464, 981, 546, 1058]
